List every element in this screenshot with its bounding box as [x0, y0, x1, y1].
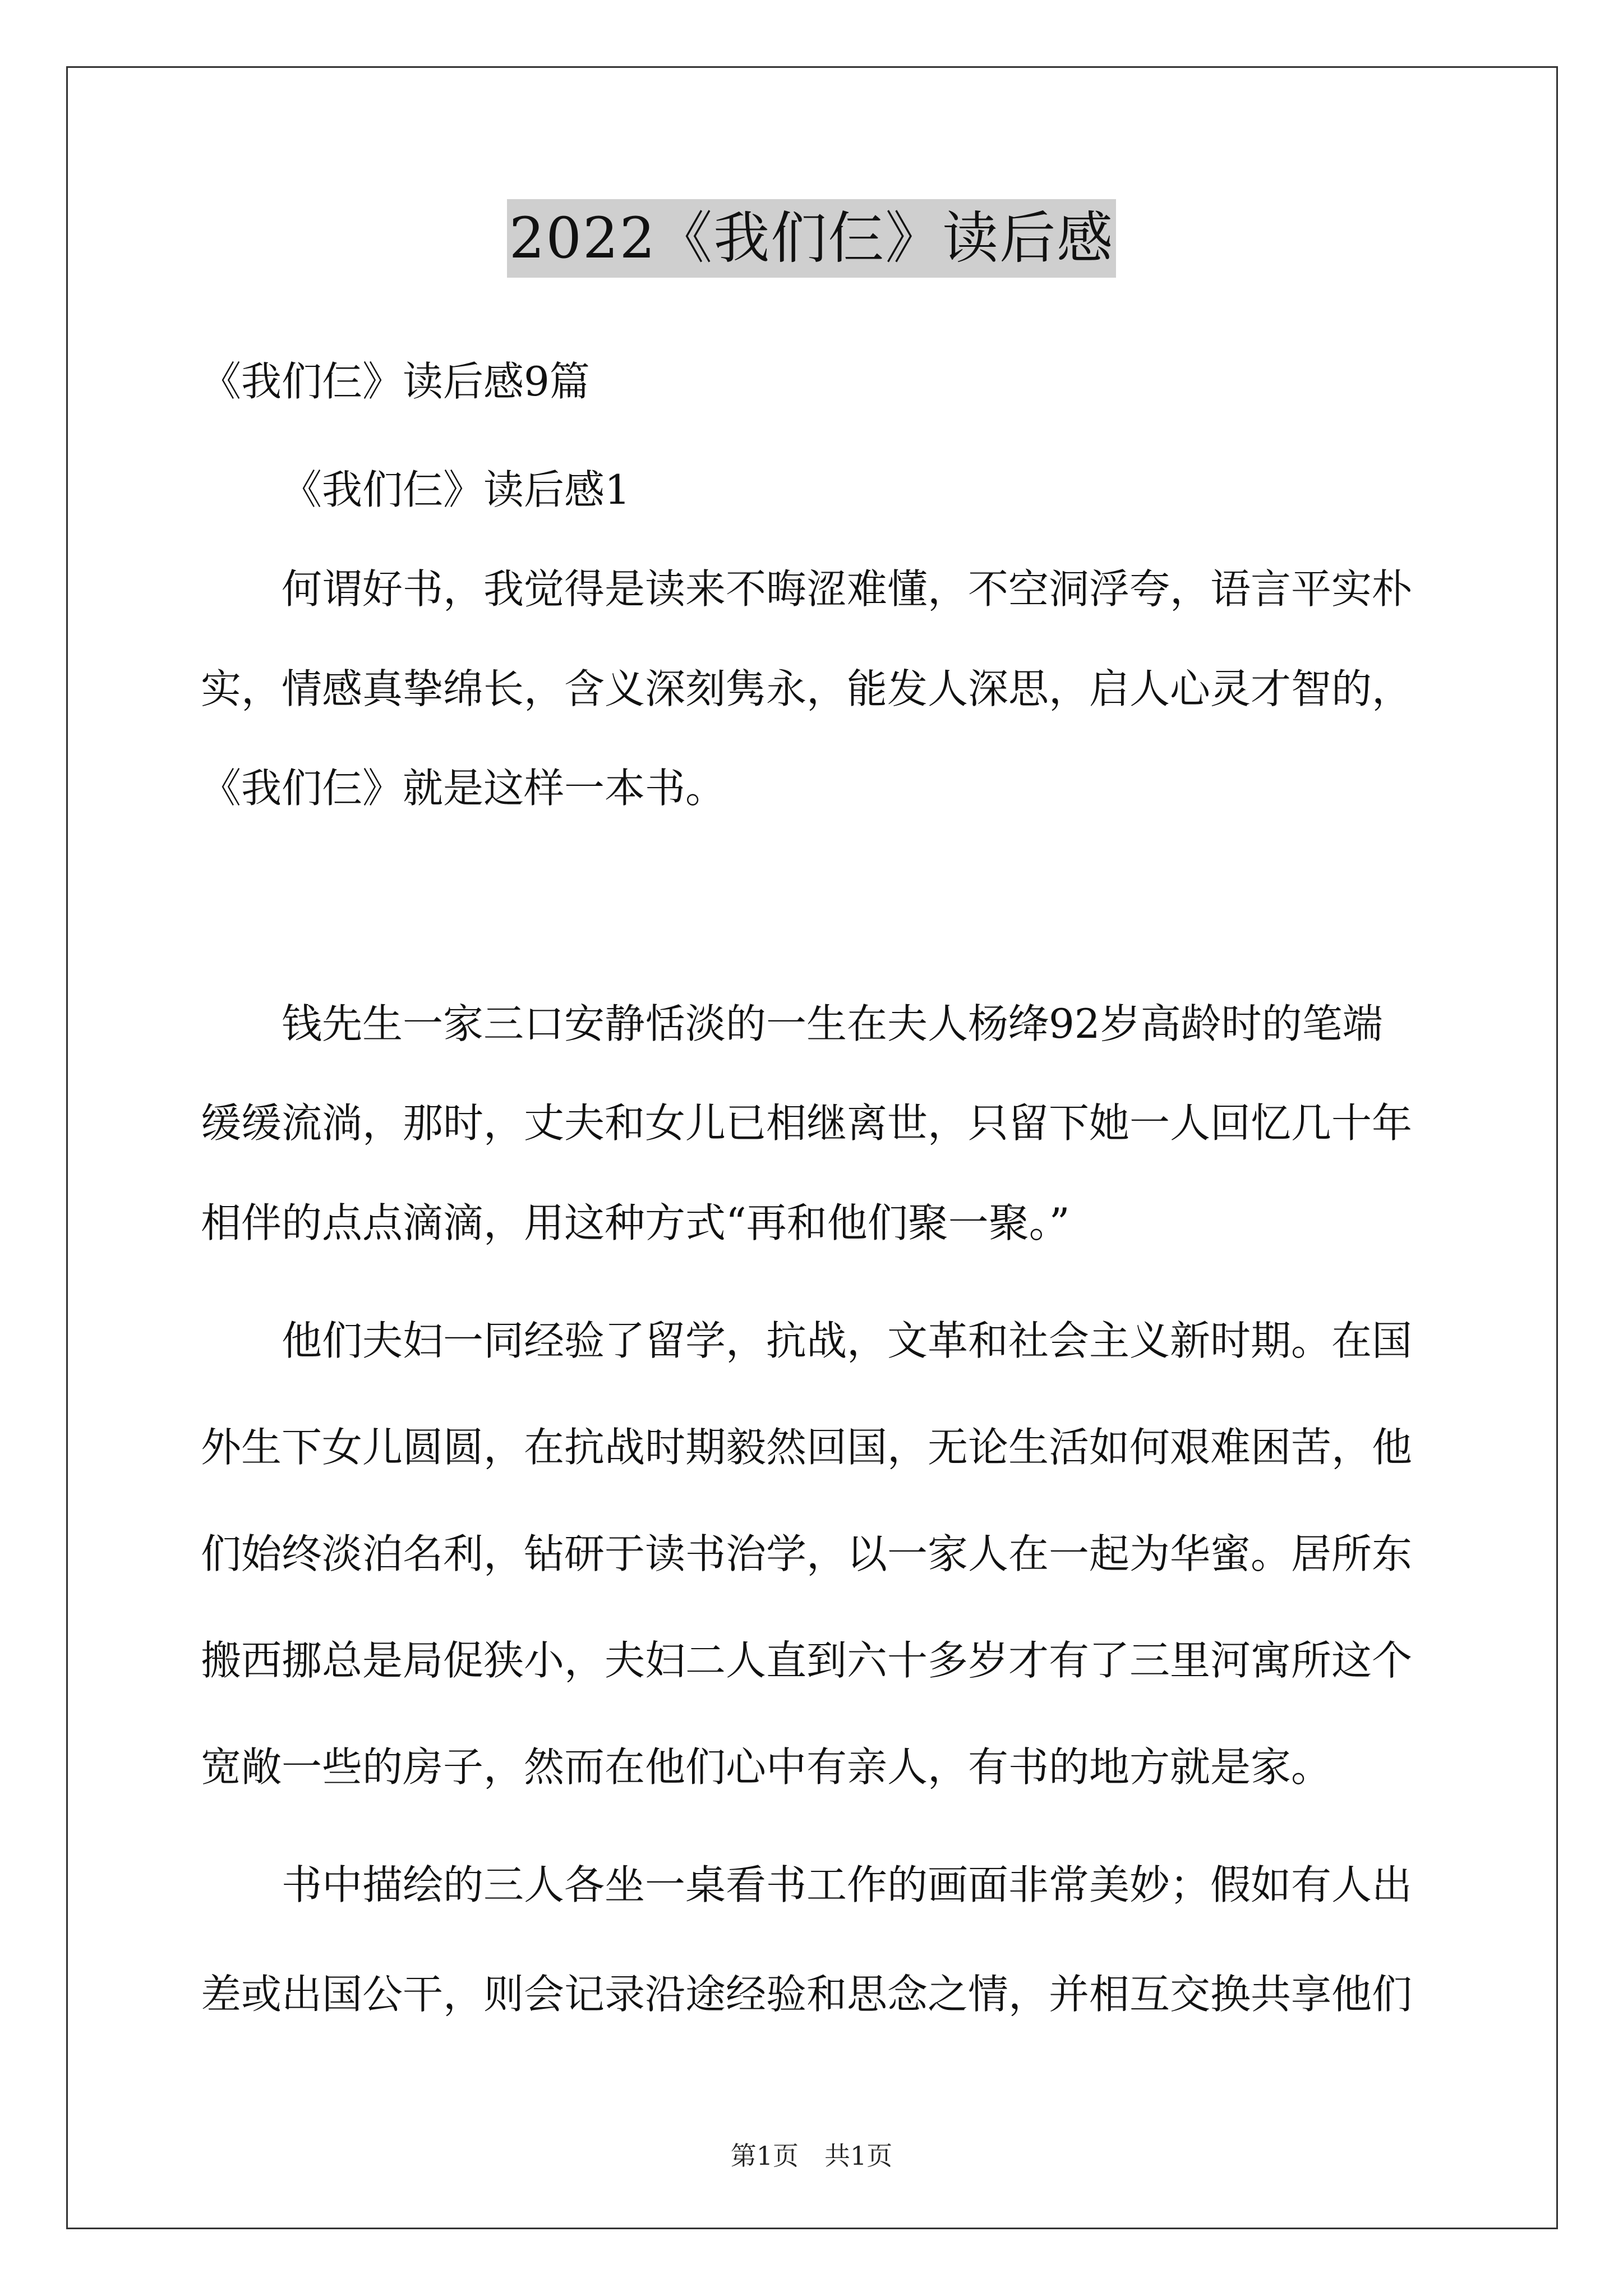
paragraph-line: 缓缓流淌，那时，丈夫和女儿已相继离世，只留下她一人回忆几十年: [201, 1099, 1413, 1147]
paragraph-line: 书中描绘的三人各坐一桌看书工作的画面非常美妙；假如有人出: [282, 1861, 1413, 1908]
paragraph-line: 们始终淡泊名利，钻研于读书治学，以一家人在一起为华蜜。居所东: [201, 1530, 1413, 1577]
paragraph-line: 《我们仨》就是这样一本书。: [201, 765, 726, 812]
page-footer: 第1页 共1页: [730, 2141, 893, 2171]
paragraph-line: 何谓好书，我觉得是读来不晦涩难懂，不空洞浮夸，语言平实朴: [282, 565, 1413, 613]
paragraph-line: 实，情感真挚绵长，含义深刻隽永，能发人深思，启人心灵才智的，: [201, 665, 1413, 712]
paragraph-line: 他们夫妇一同经验了留学，抗战，文革和社会主义新时期。在国: [282, 1317, 1413, 1364]
section-heading: 《我们仨》读后感1: [282, 466, 630, 513]
paragraph-line: 宽敞一些的房子，然而在他们心中有亲人，有书的地方就是家。: [201, 1743, 1332, 1791]
paragraph-line: 钱先生一家三口安静恬淡的一生在夫人杨绛92岁高龄时的笔端: [282, 1000, 1383, 1047]
paragraph-line: 差或出国公干，则会记录沿途经验和思念之情，并相互交换共享他们: [201, 1971, 1413, 2018]
paragraph-line: 搬西挪总是局促狭小，夫妇二人直到六十多岁才有了三里河寓所这个: [201, 1637, 1413, 1684]
paragraph-line: 外生下女儿圆圆，在抗战时期毅然回国，无论生活如何艰难困苦，他: [201, 1424, 1413, 1471]
paragraph-line: 相伴的点点滴滴，用这种方式“再和他们聚一聚。”: [201, 1199, 1070, 1246]
subtitle: 《我们仨》读后感9篇: [201, 358, 590, 405]
title-container: [0, 199, 1623, 278]
document-title: 2022《我们仨》读后感: [507, 199, 1117, 278]
